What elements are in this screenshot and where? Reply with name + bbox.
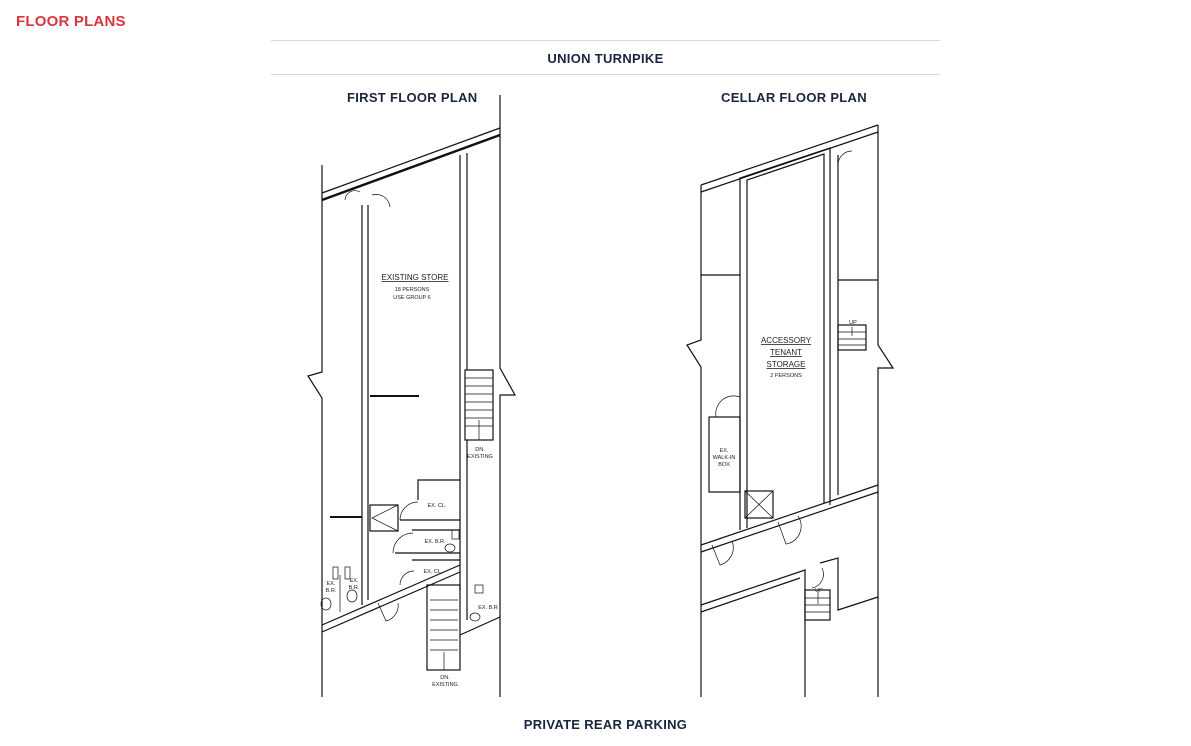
- bathroom-label: B.R.: [325, 588, 337, 594]
- room-occupancy: 2 PERSONS: [770, 373, 802, 379]
- walkin-label: WALK-IN: [712, 455, 736, 461]
- bathroom-label: EX. B.R: [478, 605, 498, 611]
- street-label-bottom: PRIVATE REAR PARKING: [523, 717, 688, 732]
- page-title: FLOOR PLANS: [16, 13, 126, 30]
- street-label-top: UNION TURNPIKE: [547, 51, 664, 66]
- stair-label: DN.: [475, 447, 485, 453]
- bathroom-label: EX.: [326, 581, 336, 587]
- room-occupancy: 18 PERSONS: [394, 287, 430, 293]
- stair-label: UP: [815, 588, 823, 594]
- room-use-group: USE GROUP 6: [393, 295, 431, 301]
- cellar-floor-plan-title: CELLAR FLOOR PLAN: [721, 90, 867, 105]
- stair-label: EXISTING: [432, 682, 458, 688]
- room-name-line: TENANT: [770, 348, 802, 357]
- room-name-line: STORAGE: [766, 360, 806, 369]
- stair-label: UP: [849, 320, 857, 326]
- walkin-label: BOX: [718, 462, 730, 468]
- bathroom-label: B.R.: [348, 585, 360, 591]
- stair-label: DN.: [440, 675, 450, 681]
- first-floor-plan: [308, 95, 515, 697]
- room-name-line: ACCESSORY: [760, 336, 812, 345]
- cellar-floor-plan: [687, 125, 893, 697]
- closet-label: EX. CL.: [423, 569, 443, 575]
- walkin-label: EX.: [719, 448, 729, 454]
- bathroom-label: EX.: [349, 578, 359, 584]
- stair-label: EXISTING: [467, 454, 493, 460]
- first-floor-plan-title: FIRST FLOOR PLAN: [347, 90, 478, 105]
- bathroom-label: EX. B.R.: [424, 539, 446, 545]
- room-name: EXISTING STORE: [381, 273, 449, 282]
- closet-label: EX. CL.: [427, 503, 447, 509]
